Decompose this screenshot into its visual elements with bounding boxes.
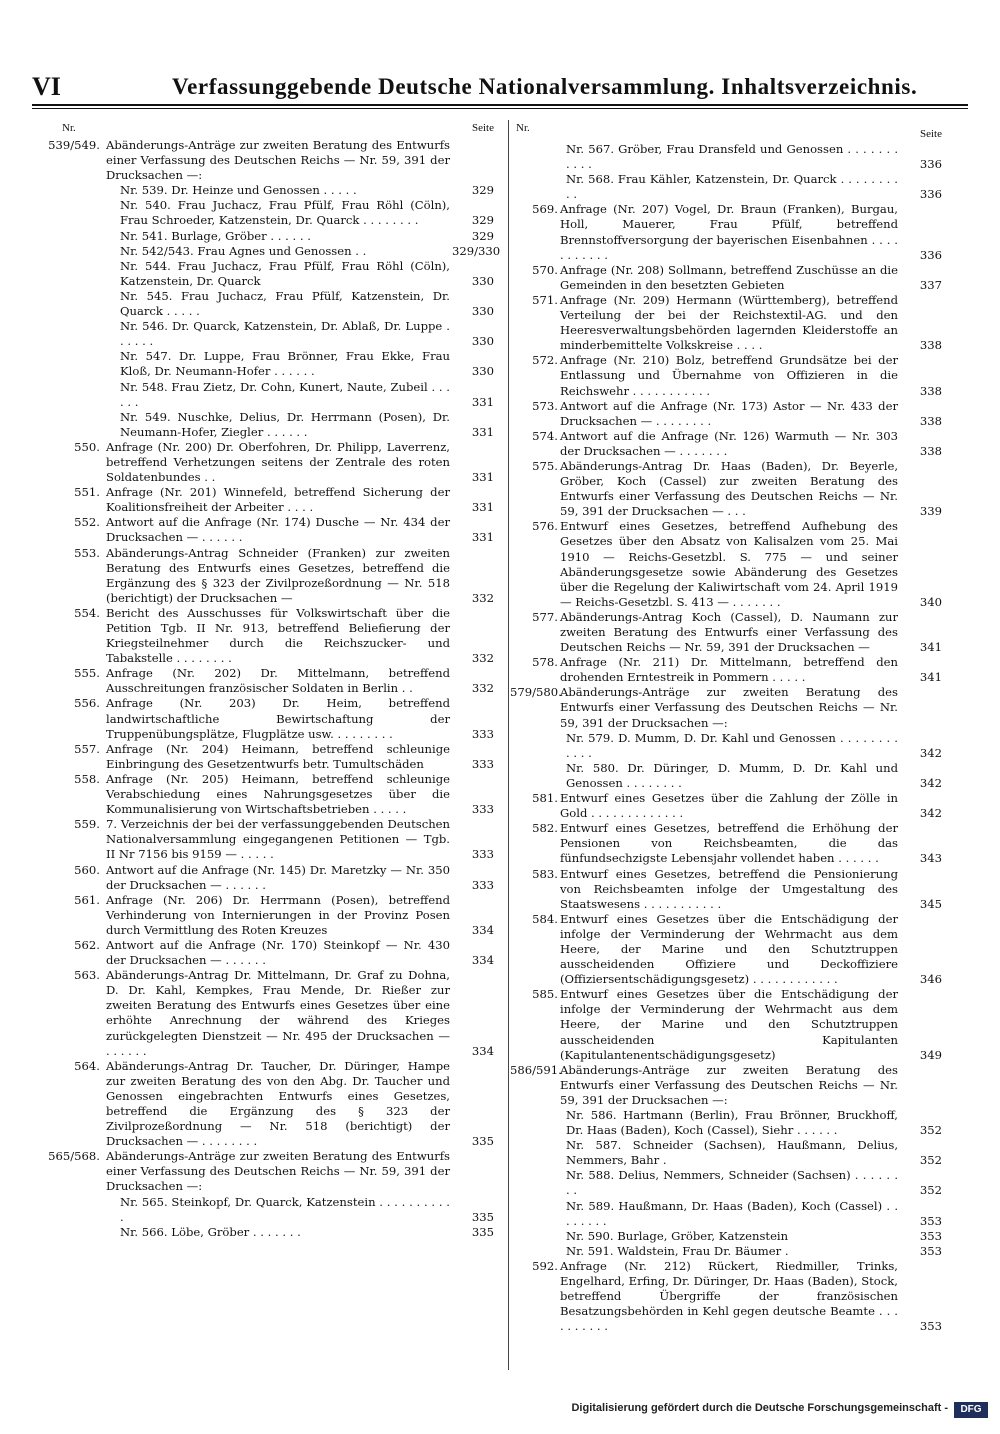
entry-text: Nr. 549. Nuschke, Delius, Dr. Herrmann (Posen), Dr. Neumann-Hofer, Ziegler . . . . . .	[120, 409, 450, 439]
entry-number: 581.	[532, 791, 558, 806]
entry-text: Nr. 542/543. Frau Agnes und Genossen . .	[120, 243, 367, 258]
toc-entry	[510, 821, 942, 866]
entry-number: 583.	[532, 866, 558, 881]
entry-number: 539/549.	[48, 138, 100, 152]
nr-label: Nr.	[62, 122, 76, 134]
entry-page: 335	[471, 1209, 494, 1224]
entry-text: Nr. 580. Dr. Düringer, D. Mumm, D. Dr. Kahl und Genossen . . . . . . . .	[566, 760, 898, 790]
toc-entry	[56, 772, 494, 817]
entry-text: Entwurf eines Gesetzes über die Entschädigung der infolge der Verminderung der Wehrmacht aus dem Heere, der Marine und den Schutztruppen ausscheidenden Offiziere und Deckoffiziere (Offiziersentschädigungsgesetz) . . . . . . . . . . . .	[560, 911, 898, 987]
entry-text: Nr. 567. Gröber, Frau Dransfeld und Genossen . . . . . . . . . . .	[566, 142, 898, 172]
right-column	[510, 122, 942, 1334]
entry-page: 334	[471, 1043, 494, 1058]
entry-page: 338	[919, 413, 942, 428]
entry-text: Nr. 541. Burlage, Gröber . . . . . .	[120, 228, 311, 243]
left-column	[48, 122, 501, 1240]
entry-number: 585.	[532, 987, 558, 1002]
entry-page: 338	[919, 383, 942, 398]
entry-number: 582.	[532, 821, 558, 836]
entry-text: Nr. 579. D. Mumm, D. Dr. Kahl und Genossen . . . . . . . . . . . .	[566, 730, 898, 760]
entry-page: 334	[471, 922, 494, 937]
toc-entry	[56, 289, 494, 319]
toc-entry	[48, 138, 494, 183]
footer-credit: Digitalisierung gefördert durch die Deutsche Forschungsgemeinschaft -	[571, 1402, 948, 1414]
entry-text: Nr. 588. Delius, Nemmers, Schneider (Sachsen) . . . . . . . .	[566, 1168, 898, 1198]
right-column-header	[510, 122, 942, 142]
toc-entry	[56, 817, 494, 862]
entry-text: Anfrage (Nr. 206) Dr. Herrmann (Posen), betreffend Verhinderung von Internierungen in der Provinz Posen durch Vermittlung des Roten Kreuzes	[106, 892, 450, 937]
toc-entry	[510, 791, 942, 821]
entry-text: Nr. 539. Dr. Heinze und Genossen . . . . .	[120, 183, 357, 198]
toc-entry	[56, 349, 494, 379]
entry-number: 586/591.	[510, 1062, 562, 1077]
toc-entry	[56, 229, 494, 244]
entry-text: Abänderungs-Anträge zur zweiten Beratung des Entwurfs einer Verfassung des Deutschen Reichs — Nr. 59, 391 der Drucksachen —:	[106, 1149, 450, 1194]
entry-page: 331	[471, 424, 494, 439]
entry-page: 353	[919, 1243, 942, 1258]
entry-text: Entwurf eines Gesetzes über die Zahlung der Zölle in Gold . . . . . . . . . . . . .	[560, 791, 898, 821]
entry-page: 334	[471, 953, 494, 968]
entry-number: 592.	[532, 1258, 558, 1273]
toc-entry	[56, 380, 494, 410]
entry-page: 353	[919, 1228, 942, 1243]
entry-page: 329	[471, 183, 494, 198]
entry-page: 335	[471, 1224, 494, 1239]
entry-number: 577.	[532, 609, 558, 624]
entry-page: 330	[471, 304, 494, 319]
entry-page: 342	[919, 745, 942, 760]
entry-text: Nr. 566. Löbe, Gröber . . . . . . .	[120, 1224, 301, 1239]
toc-entry	[510, 172, 942, 202]
entry-text: Nr. 547. Dr. Luppe, Frau Brönner, Frau Ekke, Frau Kloß, Dr. Neumann-Hofer . . . . . .	[120, 349, 450, 379]
entry-text: Nr. 548. Frau Zietz, Dr. Cohn, Kunert, Naute, Zubeil . . . . . .	[120, 379, 450, 409]
entry-text: Abänderungs-Anträge zur zweiten Beratung des Entwurfs einer Verfassung des Deutschen Reichs — Nr. 59, 391 der Drucksachen —:	[106, 138, 450, 183]
toc-entry	[510, 685, 942, 730]
entry-number: 578.	[532, 655, 558, 670]
toc-entry	[56, 259, 494, 289]
entry-page: 331	[471, 470, 494, 485]
entry-text: Antwort auf die Anfrage (Nr. 173) Astor — Nr. 433 der Drucksachen — . . . . . . . .	[560, 398, 898, 428]
entry-text: Anfrage (Nr. 200) Dr. Oberfohren, Dr. Philipp, Laverrenz, betreffend Verhetzungen seitens der Zentrale des roten Soldatenbundes . .	[106, 439, 450, 485]
entry-text: Entwurf eines Gesetzes, betreffend die Pensionierung von Reichsbeamten infolge der Umgestaltung des Staatswesens . . . . . . . . . . .	[560, 866, 898, 911]
left-column-header	[56, 122, 494, 138]
left-entries	[48, 138, 501, 1240]
entry-page: 330	[471, 364, 494, 379]
entry-page: 352	[919, 1153, 942, 1168]
entry-number: 575.	[532, 458, 558, 473]
toc-entry	[510, 142, 942, 172]
entry-number: 574.	[532, 428, 558, 443]
entry-page: 337	[919, 277, 942, 292]
toc-entry	[510, 912, 942, 987]
entry-page: 331	[471, 530, 494, 545]
entry-number: 554.	[74, 605, 100, 620]
entry-page: 336	[919, 187, 942, 202]
entry-text: Nr. 589. Haußmann, Dr. Haas (Baden), Koch (Cassel) . . . . . . . .	[566, 1198, 898, 1228]
entry-number: 571.	[532, 292, 558, 307]
toc-entry	[56, 666, 494, 696]
entry-text: Abänderungs-Anträge zur zweiten Beratung des Entwurfs einer Verfassung des Deutschen Reichs — Nr. 59, 391 der Drucksachen —:	[560, 685, 898, 730]
entry-text: Nr. 591. Waldstein, Frau Dr. Bäumer .	[566, 1243, 789, 1258]
entry-text: Nr. 545. Frau Juchacz, Frau Pfülf, Katzenstein, Dr. Quarck . . . . .	[120, 288, 450, 319]
toc-entry	[56, 546, 494, 606]
toc-entry	[510, 353, 942, 398]
toc-entry	[510, 399, 942, 429]
entry-text: Anfrage (Nr. 207) Vogel, Dr. Braun (Franken), Burgau, Holl, Mauerer, Frau Pfülf, betreffend Brennstoffversorgung der bayerischen Eisenbahnen . . . . . . . . . . .	[560, 202, 898, 262]
entry-text: Nr. 587. Schneider (Sachsen), Haußmann, Delius, Nemmers, Bahr .	[566, 1138, 898, 1168]
entry-page: 333	[471, 802, 494, 817]
entry-text: Abänderungs-Antrag Dr. Taucher, Dr. Düringer, Hampe zur zweiten Beratung des von den Abg. Dr. Taucher und Genossen eingebrachten Entwurfs eines Gesetzes, betreffend die Ergänzung des § 323 der Zivilprozeßordnung — Nr. 518 (berichtigt) der Drucksachen — . . . . . . . .	[106, 1058, 450, 1149]
toc-entry	[510, 867, 942, 912]
entry-number: 579/580.	[510, 685, 562, 700]
entry-number: 551.	[74, 485, 100, 500]
entry-number: 572.	[532, 353, 558, 368]
entry-page: 332	[471, 590, 494, 605]
toc-entry	[510, 731, 942, 761]
toc-entry	[56, 938, 494, 968]
entry-text: Abänderungs-Antrag Dr. Mittelmann, Dr. Graf zu Dohna, D. Dr. Kahl, Kempkes, Frau Mende, Dr. Rießer zur zweiten Beratung des Entwurfs eines Gesetzes über eine erhöhte Anrechnung der während des Krieges zurückgelegten Dienstzeit — Nr. 495 der Drucksachen — . . . . . .	[106, 968, 450, 1058]
nr-label: Nr.	[516, 122, 530, 134]
entry-text: Antwort auf die Anfrage (Nr. 174) Dusche — Nr. 434 der Drucksachen — . . . . . .	[106, 515, 450, 545]
entry-page: 331	[471, 500, 494, 515]
entry-text: Nr. 546. Dr. Quarck, Katzenstein, Dr. Ablaß, Dr. Luppe . . . . . .	[120, 319, 450, 349]
entry-page: 332	[471, 681, 494, 696]
entry-page: 329/330	[452, 243, 501, 258]
entry-number: 562.	[74, 937, 100, 952]
entry-page: 345	[919, 896, 942, 911]
toc-entry	[56, 485, 494, 515]
seite-label: Seite	[472, 122, 494, 134]
entry-text: Anfrage (Nr. 203) Dr. Heim, betreffend landwirtschaftliche Bewirtschaftung der Truppenübungsplätze, Flugplätze usw. . . . . . . . .	[106, 696, 450, 741]
entry-text: Anfrage (Nr. 212) Rückert, Riedmiller, Trinks, Engelhard, Erfing, Dr. Düringer, Dr. Haas (Baden), Stock, betreffend Übergriffe der französischen Besatzungsbehörden in Kehl gegen deutsche Beamte . . . . . . . . . .	[560, 1258, 898, 1334]
toc-entry	[510, 987, 942, 1062]
entry-text: Nr. 590. Burlage, Gröber, Katzenstein	[566, 1228, 789, 1243]
entry-number: 560.	[74, 862, 100, 877]
entry-number: 557.	[74, 741, 100, 756]
entry-page: 338	[919, 443, 942, 458]
entry-page: 333	[471, 726, 494, 741]
entry-page: 333	[471, 756, 494, 771]
entry-page: 346	[919, 972, 942, 987]
entry-page: 335	[471, 1134, 494, 1149]
entry-number: 565/568.	[48, 1149, 100, 1164]
entry-page: 331	[471, 394, 494, 409]
entry-text: Entwurf eines Gesetzes, betreffend Aufhebung des Gesetzes über den Absatz von Kalisalzen vom 25. Mai 1910 — Reichs-Gesetzbl. S. 775 — und seiner Abänderungsgesetze sowie Abänderung des Gesetzes über die Regelung der Kaliwirtschaft vom 24. April 1919 — Reichs-Gesetzbl. S. 413 — . . . . . . .	[560, 519, 898, 609]
entry-text: Bericht des Ausschusses für Volkswirtschaft über die Petition Tgb. II Nr. 913, betreffend Beliefierung der Kriegsteilnehmer durch die Reichszucker- und Tabakstelle . . . . . . . .	[106, 605, 450, 666]
entry-text: Antwort auf die Anfrage (Nr. 145) Dr. Maretzky — Nr. 350 der Drucksachen — . . . . . .	[106, 862, 450, 892]
entry-page: 341	[919, 640, 942, 655]
toc-entry	[56, 606, 494, 666]
toc-entry	[56, 1059, 494, 1150]
toc-entry	[510, 1138, 942, 1168]
toc-entry	[56, 198, 494, 228]
entry-number: 576.	[532, 519, 558, 534]
entry-text: Anfrage (Nr. 204) Heimann, betreffend schleunige Einbringung des Gesetzentwurfs betr. Tumultschäden	[106, 741, 450, 771]
toc-entry	[510, 459, 942, 519]
entry-number: 563.	[74, 968, 100, 983]
entry-number: 561.	[74, 892, 100, 907]
toc-entry	[510, 1063, 942, 1108]
toc-entry	[56, 243, 501, 259]
toc-entry	[510, 429, 942, 459]
entry-number: 584.	[532, 911, 558, 926]
toc-entry	[56, 1225, 494, 1240]
entry-text: Nr. 568. Frau Kähler, Katzenstein, Dr. Quarck . . . . . . . . . .	[566, 172, 898, 202]
entry-page: 336	[919, 247, 942, 262]
entry-page: 333	[471, 877, 494, 892]
entry-number: 550.	[74, 439, 100, 454]
entry-number: 556.	[74, 696, 100, 711]
entry-number: 559.	[74, 817, 100, 832]
seite-label: Seite	[920, 128, 942, 140]
entry-number: 564.	[74, 1058, 100, 1073]
entry-text: Nr. 565. Steinkopf, Dr. Quarck, Katzenstein . . . . . . . . . . .	[120, 1194, 450, 1224]
toc-entry	[510, 1259, 942, 1334]
toc-entry	[56, 1195, 494, 1225]
toc-entry	[510, 1229, 942, 1244]
entry-page: 349	[919, 1047, 942, 1062]
entry-text: 7. Verzeichnis der bei der verfassunggebenden Deutschen Nationalversammlung eingegangenen Petitionen — Tgb. II Nr 7156 bis 9159 — . . . . .	[106, 817, 450, 862]
entry-text: Entwurf eines Gesetzes, betreffend die Erhöhung der Pensionen von Reichsbeamten, die das fünfundsechzigste Lebensjahr vollendet haben . . . . . .	[560, 821, 898, 866]
entry-page: 333	[471, 847, 494, 862]
toc-entry	[510, 202, 942, 262]
toc-entry	[48, 1149, 494, 1194]
entry-text: Antwort auf die Anfrage (Nr. 126) Warmuth — Nr. 303 der Drucksachen — . . . . . . .	[560, 428, 898, 458]
entry-number: 552.	[74, 515, 100, 530]
entry-page: 352	[919, 1183, 942, 1198]
toc-entry	[56, 742, 494, 772]
toc-entry	[510, 655, 942, 685]
entry-text: Nr. 544. Frau Juchacz, Frau Pfülf, Frau Röhl (Cöln), Katzenstein, Dr. Quarck	[120, 258, 450, 288]
right-entries	[510, 142, 942, 1334]
entry-text: Anfrage (Nr. 205) Heimann, betreffend schleunige Verabschiedung eines Nahrungsgesetzes über die Kommunalisierung von Wirtschaftsbetrieben . . . . .	[106, 771, 450, 817]
toc-entry	[510, 293, 942, 353]
entry-text: Anfrage (Nr. 208) Sollmann, betreffend Zuschüsse an die Gemeinden in den besetzten Gebieten	[560, 262, 898, 292]
entry-page: 353	[919, 1213, 942, 1228]
entry-number: 573.	[532, 398, 558, 413]
entry-page: 339	[919, 504, 942, 519]
toc-entry	[56, 863, 494, 893]
entry-page: 341	[919, 670, 942, 685]
toc-entry	[56, 696, 494, 741]
toc-entry	[56, 893, 494, 938]
entry-page: 329	[471, 228, 494, 243]
entry-text: Anfrage (Nr. 202) Dr. Mittelmann, betreffend Ausschreitungen französischer Soldaten in Berlin . .	[106, 666, 450, 696]
entry-text: Antwort auf die Anfrage (Nr. 170) Steinkopf — Nr. 430 der Drucksachen — . . . . . .	[106, 937, 450, 968]
toc-entry	[56, 515, 494, 545]
entry-text: Anfrage (Nr. 211) Dr. Mittelmann, betreffend den drohenden Erntestreik in Pommern . . . . .	[560, 655, 898, 685]
entry-page: 332	[471, 651, 494, 666]
header-rule	[32, 104, 968, 109]
toc-entry	[510, 519, 942, 610]
toc-entry	[510, 1199, 942, 1229]
entry-page: 338	[919, 338, 942, 353]
entry-number: 555.	[74, 666, 100, 681]
entry-page: 330	[471, 334, 494, 349]
entry-page: 330	[471, 273, 494, 288]
page-header	[32, 72, 968, 102]
entry-text: Abänderungs-Anträge zur zweiten Beratung des Entwurfs einer Verfassung des Deutschen Reichs — Nr. 59, 391 der Drucksachen —:	[560, 1062, 898, 1107]
entry-text: Nr. 586. Hartmann (Berlin), Frau Brönner, Bruckhoff, Dr. Haas (Baden), Koch (Cassel), Siehr . . . . . .	[566, 1108, 898, 1138]
entry-page: 329	[471, 213, 494, 228]
entry-text: Anfrage (Nr. 201) Winnefeld, betreffend Sicherung der Koalitionsfreiheit der Arbeiter . . . .	[106, 485, 450, 515]
toc-entry	[56, 968, 494, 1059]
entry-text: Abänderungs-Antrag Schneider (Franken) zur zweiten Beratung des Entwurfs eines Gesetzes, betreffend die Ergänzung des § 323 der Zivilprozeßordnung — Nr. 518 (berichtigt) der Drucksachen —	[106, 545, 450, 605]
entry-text: Abänderungs-Antrag Koch (Cassel), D. Naumann zur zweiten Beratung des Entwurfs einer Verfassung des Deutschen Reichs — Nr. 59, 391 der Drucksachen —	[560, 609, 898, 655]
entry-page: 342	[919, 775, 942, 790]
entry-page: 336	[919, 157, 942, 172]
toc-entry	[510, 761, 942, 791]
entry-text: Nr. 540. Frau Juchacz, Frau Pfülf, Frau Röhl (Cöln), Frau Schroeder, Katzenstein, Dr. Quarck . . . . . . . .	[120, 198, 450, 228]
toc-entry	[56, 319, 494, 349]
toc-entry	[510, 1108, 942, 1138]
page-title: Verfassunggebende Deutsche Nationalversammlung. Inhaltsverzeichnis.	[172, 74, 918, 99]
entry-page: 342	[919, 806, 942, 821]
entry-text: Abänderungs-Antrag Dr. Haas (Baden), Dr. Beyerle, Gröber, Koch (Cassel) zur zweiten Beratung des Entwurfs einer Verfassung des Deutschen Reichs — Nr. 59, 391 der Drucksachen — . . .	[560, 458, 898, 519]
entry-text: Anfrage (Nr. 210) Bolz, betreffend Grundsätze bei der Entlassung und Übernahme von Offizieren in die Reichswehr . . . . . . . . . . .	[560, 353, 898, 398]
toc-entry	[510, 263, 942, 293]
entry-text: Entwurf eines Gesetzes über die Entschädigung der infolge der Verminderung der Wehrmacht aus dem Heere, der Marine und den Schutztruppen ausscheidenden Kapitulanten (Kapitulantenentschädigungsgesetz)	[560, 987, 898, 1062]
entry-number: 558.	[74, 771, 100, 786]
toc-entry	[510, 1168, 942, 1198]
page-number: VI	[32, 72, 61, 101]
column-divider	[508, 120, 509, 1370]
entry-page: 353	[919, 1319, 942, 1334]
toc-entry	[56, 183, 494, 198]
entry-number: 553.	[74, 545, 100, 560]
entry-text: Anfrage (Nr. 209) Hermann (Württemberg), betreffend Verteilung der bei der Reichstextil-AG. und den Heeresverwaltungsbehörden lagernden Kleiderstoffe an minderbemittelte Volkskreise . . . .	[560, 292, 898, 353]
toc-entry	[510, 1244, 942, 1259]
entry-number: 570.	[532, 262, 558, 277]
entry-page: 340	[919, 594, 942, 609]
entry-page: 352	[919, 1123, 942, 1138]
toc-entry	[510, 610, 942, 655]
toc-entry	[56, 410, 494, 440]
entry-number: 569.	[532, 202, 558, 217]
entry-page: 343	[919, 851, 942, 866]
toc-entry	[56, 440, 494, 485]
dfg-logo: DFG	[954, 1402, 988, 1418]
